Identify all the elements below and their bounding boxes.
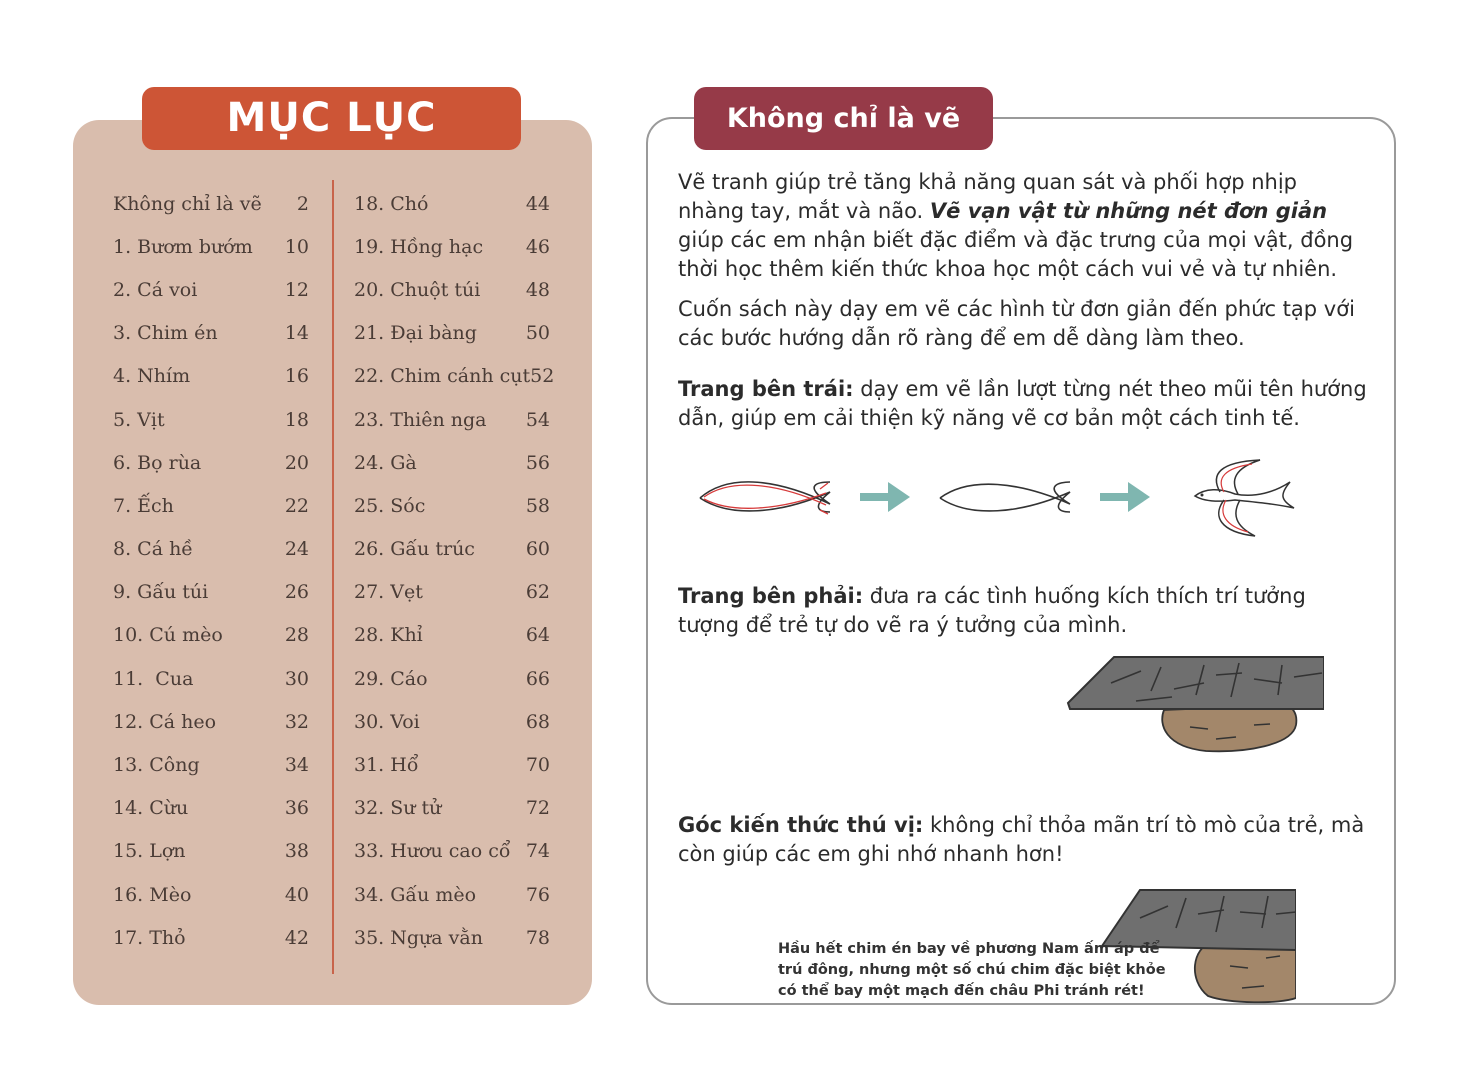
toc-entry-title: 13. Công [113, 754, 200, 777]
toc-entry-title: 25. Sóc [354, 494, 426, 517]
toc-right-column [354, 182, 555, 959]
toc-entry-page: 58 [525, 494, 550, 517]
step-3-swallow-icon [1195, 460, 1294, 536]
toc-entry-title: 33. Hươu cao cổ [354, 840, 511, 863]
toc-entry[interactable] [354, 657, 550, 700]
toc-title: MỤC LỤC [142, 87, 521, 150]
toc-entry-title: 17. Thỏ [113, 926, 186, 949]
toc-entry-page: 20 [284, 451, 309, 474]
toc-entry[interactable] [113, 657, 309, 700]
toc-entry-page: 14 [284, 322, 309, 345]
toc-entry-title: 2. Cá voi [113, 278, 198, 301]
toc-entry[interactable] [113, 182, 309, 225]
toc-entry-page: 48 [525, 278, 550, 301]
toc-entry-page: 64 [525, 624, 550, 647]
toc-entry-title: 26. Gấu trúc [354, 538, 475, 561]
toc-entry-title: Không chỉ là vẽ [113, 192, 262, 215]
toc-entry[interactable] [113, 355, 309, 398]
intro-title: Không chỉ là vẽ [694, 87, 993, 150]
left-page-text: dạy em vẽ lần lượt từng nét theo mũi tên hướng dẫn, giúp em cải thiện kỹ năng vẽ cơ bản một cách tinh tế. [678, 377, 1367, 430]
toc-entry[interactable] [113, 571, 309, 614]
toc-entry-page: 46 [525, 235, 550, 258]
toc-entry-title: 22. Chim cánh cụt [354, 365, 531, 388]
toc-entry-title: 16. Mèo [113, 883, 192, 906]
toc-entry-title: 4. Nhím [113, 365, 191, 388]
toc-entry[interactable] [354, 700, 550, 743]
toc-entry-page: 44 [525, 192, 550, 215]
toc-entry-page: 2 [296, 192, 309, 215]
toc-entry-page: 10 [284, 235, 309, 258]
toc-entry[interactable] [113, 614, 309, 657]
toc-entry[interactable] [354, 398, 550, 441]
toc-entry-page: 60 [525, 538, 550, 561]
toc-entry-title: 24. Gà [354, 451, 417, 474]
toc-entry-title: 34. Gấu mèo [354, 883, 477, 906]
toc-entry-page: 28 [284, 624, 309, 647]
right-page-label: Trang bên phải: [678, 584, 864, 608]
toc-entry-page: 22 [284, 494, 309, 517]
toc-entry[interactable] [113, 916, 309, 959]
step-1-fish-outline-icon [700, 482, 830, 514]
toc-entry-page: 34 [284, 754, 309, 777]
toc-entry-title: 7. Ếch [113, 494, 174, 517]
toc-entry-page: 42 [284, 926, 309, 949]
toc-entry-title: 32. Sư tử [354, 797, 442, 820]
toc-entry[interactable] [354, 830, 550, 873]
toc-entry-page: 76 [525, 883, 550, 906]
toc-entry[interactable] [113, 268, 309, 311]
toc-entry-title: 11. Cua [113, 667, 194, 690]
intro-p1-start: Vẽ tranh giúp trẻ tăng khả năng quan sát và phối hợp nhịp nhàng tay, mắt và não. [678, 170, 1297, 223]
arrow-right-icon [860, 482, 910, 512]
toc-entry-title: 14. Cừu [113, 797, 189, 820]
toc-entry-page: 12 [284, 278, 309, 301]
toc-entry-page: 54 [525, 408, 550, 431]
arrow-right-icon [1100, 482, 1150, 512]
toc-entry-page: 18 [284, 408, 309, 431]
toc-entry[interactable] [354, 312, 550, 355]
toc-entry[interactable] [113, 398, 309, 441]
toc-entry[interactable] [354, 355, 555, 398]
left-page-description [678, 375, 1368, 433]
toc-entry[interactable] [113, 225, 309, 268]
toc-entry[interactable] [354, 916, 550, 959]
toc-entry-title: 21. Đại bàng [354, 322, 477, 345]
left-page-label: Trang bên trái: [678, 377, 854, 401]
toc-entry-page: 50 [525, 322, 550, 345]
step-2-fish-shape-icon [940, 482, 1070, 512]
fun-corner-label: Góc kiến thức thú vị: [678, 813, 924, 837]
intro-p1-end: giúp các em nhận biết đặc điểm và đặc trưng của mọi vật, đồng thời học thêm kiến thức khoa học một cách vui vẻ và tự nhiên. [678, 228, 1354, 281]
toc-entry-title: 18. Chó [354, 192, 429, 215]
toc-entry-page: 26 [284, 581, 309, 604]
toc-entry[interactable] [113, 743, 309, 786]
toc-entry[interactable] [113, 441, 309, 484]
toc-entry-page: 74 [525, 840, 550, 863]
fun-fact-note: Hầu hết chim én bay về phương Nam ấm áp để trú đông, nhưng một số chú chim đặc biệt khỏe có thể bay một mạch đến châu Phi tránh rét! [778, 941, 1166, 999]
toc-entry-title: 23. Thiên nga [354, 408, 487, 431]
intro-paragraph-2: Cuốn sách này dạy em vẽ các hình từ đơn giản đến phức tạp với các bước hướng dẫn rõ ràng để em dễ dàng làm theo. [678, 297, 1355, 350]
toc-entry-page: 24 [284, 538, 309, 561]
toc-entry-title: 3. Chim én [113, 322, 218, 345]
toc-left-column [113, 182, 309, 959]
toc-entry[interactable] [354, 528, 550, 571]
toc-entry[interactable] [113, 528, 309, 571]
roof-nest-illustration [1066, 655, 1324, 763]
toc-entry-page: 52 [530, 365, 555, 388]
toc-entry-title: 8. Cá hề [113, 538, 193, 561]
toc-entry[interactable] [113, 830, 309, 873]
toc-entry-title: 5. Vịt [113, 408, 165, 431]
toc-entry-page: 66 [525, 667, 550, 690]
toc-entry-title: 30. Voi [354, 710, 420, 733]
intro-p1-emphasis: Vẽ vạn vật từ những nét đơn giản [929, 199, 1328, 223]
toc-entry-title: 6. Bọ rùa [113, 451, 202, 474]
drawing-steps-illustration [690, 452, 1310, 544]
toc-entry[interactable] [354, 787, 550, 830]
toc-entry[interactable] [113, 484, 309, 527]
fun-corner-text: không chỉ thỏa mãn trí tò mò của trẻ, mà còn giúp các em ghi nhớ nhanh hơn! [678, 813, 1365, 866]
toc-entry-page: 36 [284, 797, 309, 820]
toc-entry[interactable] [354, 614, 550, 657]
toc-entry-title: 10. Cú mèo [113, 624, 223, 647]
nest-icon [1162, 705, 1296, 751]
toc-entry[interactable] [354, 268, 550, 311]
toc-entry-page: 30 [284, 667, 309, 690]
toc-entry-title: 31. Hổ [354, 754, 419, 777]
toc-entry-title: 20. Chuột túi [354, 278, 481, 301]
toc-entry-page: 56 [525, 451, 550, 474]
toc-entry-title: 9. Gấu túi [113, 581, 209, 604]
toc-entry-page: 62 [525, 581, 550, 604]
toc-entry-title: 15. Lợn [113, 840, 186, 863]
toc-entry-title: 29. Cáo [354, 667, 428, 690]
toc-entry-title: 28. Khỉ [354, 624, 423, 647]
toc-entry-page: 40 [284, 883, 309, 906]
toc-entry[interactable] [354, 873, 550, 916]
toc-entry[interactable] [113, 700, 309, 743]
toc-divider [332, 180, 334, 974]
fun-corner-description [678, 811, 1368, 869]
toc-entry-title: 35. Ngựa vằn [354, 926, 483, 949]
toc-entry[interactable] [113, 787, 309, 830]
toc-entry[interactable] [354, 743, 550, 786]
toc-entry-page: 16 [284, 365, 309, 388]
toc-entry[interactable] [113, 873, 309, 916]
toc-entry[interactable] [354, 484, 550, 527]
toc-entry-page: 32 [284, 710, 309, 733]
toc-entry-title: 1. Bươm bướm [113, 235, 253, 258]
toc-entry-page: 70 [525, 754, 550, 777]
toc-entry-page: 78 [525, 926, 550, 949]
toc-entry[interactable] [354, 225, 550, 268]
toc-entry[interactable] [354, 571, 550, 614]
right-page-description [678, 582, 1368, 640]
toc-entry-page: 38 [284, 840, 309, 863]
right-page-text: đưa ra các tình huống kích thích trí tưởng tượng để trẻ tự do vẽ ra ý tưởng của mình. [678, 584, 1306, 637]
toc-entry-title: 12. Cá heo [113, 710, 217, 733]
toc-entry-page: 72 [525, 797, 550, 820]
toc-entry[interactable] [354, 441, 550, 484]
roof-icon [1068, 657, 1324, 709]
toc-entry[interactable] [113, 312, 309, 355]
toc-entry-title: 19. Hồng hạc [354, 235, 484, 258]
toc-entry-title: 27. Vẹt [354, 581, 423, 604]
toc-entry-page: 68 [525, 710, 550, 733]
intro-paragraph-1 [678, 168, 1368, 284]
toc-entry[interactable] [354, 182, 550, 225]
